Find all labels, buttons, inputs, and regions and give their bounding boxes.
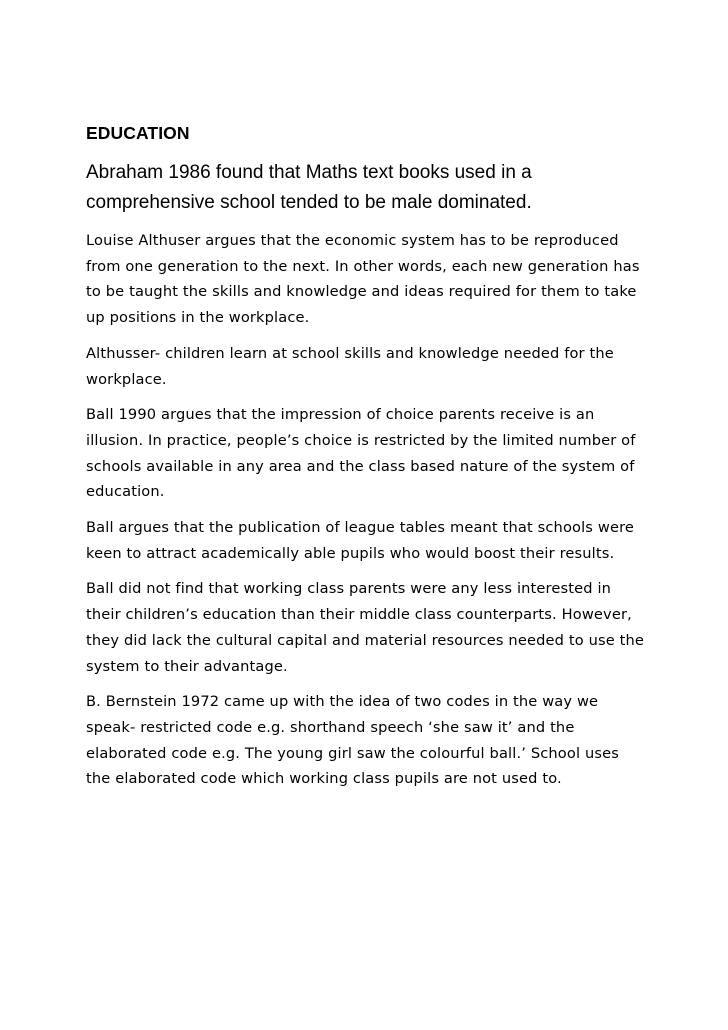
- document-page: [86, 120, 646, 802]
- paragraph-ball-league-tables: Ball argues that the publication of league tables meant that schools were keen to attract academically able pupils who would boost their results.: [86, 519, 635, 562]
- paragraph-althusser: Althusser- children learn at school skills and knowledge needed for the workplace.: [86, 344, 614, 388]
- paragraph-ball-1990: Ball 1990 argues that the impression of choice parents receive is an illusion. In practice, people’s choice is restricted by the limited number of schools available in any area and the class based nature of the system of education.: [86, 406, 636, 501]
- paragraph-ball-working-class: Ball did not find that working class parents were any less interested in their children’s education than their middle class counterparts. However, they did lack the cultural capital and material resources needed to use the system to their advantage.: [86, 580, 645, 675]
- document-heading: EDUCATION: [86, 123, 190, 143]
- lead-paragraph: Abraham 1986 found that Maths text books used in a comprehensive school tended to be male dominated.: [86, 162, 532, 213]
- paragraph-althuser: Louise Althuser argues that the economic system has to be reproduced from one generation to the next. In other words, each new generation has to be taught the skills and knowledge and ideas required for them to take up positions in the workplace.: [86, 232, 640, 327]
- paragraph-bernstein: B. Bernstein 1972 came up with the idea of two codes in the way we speak- restricted code e.g. shorthand speech ‘she saw it’ and the elaborated code e.g. The young girl saw the colourful ball.’ School uses the elaborated code which working class pupils are not used to.: [86, 693, 619, 788]
